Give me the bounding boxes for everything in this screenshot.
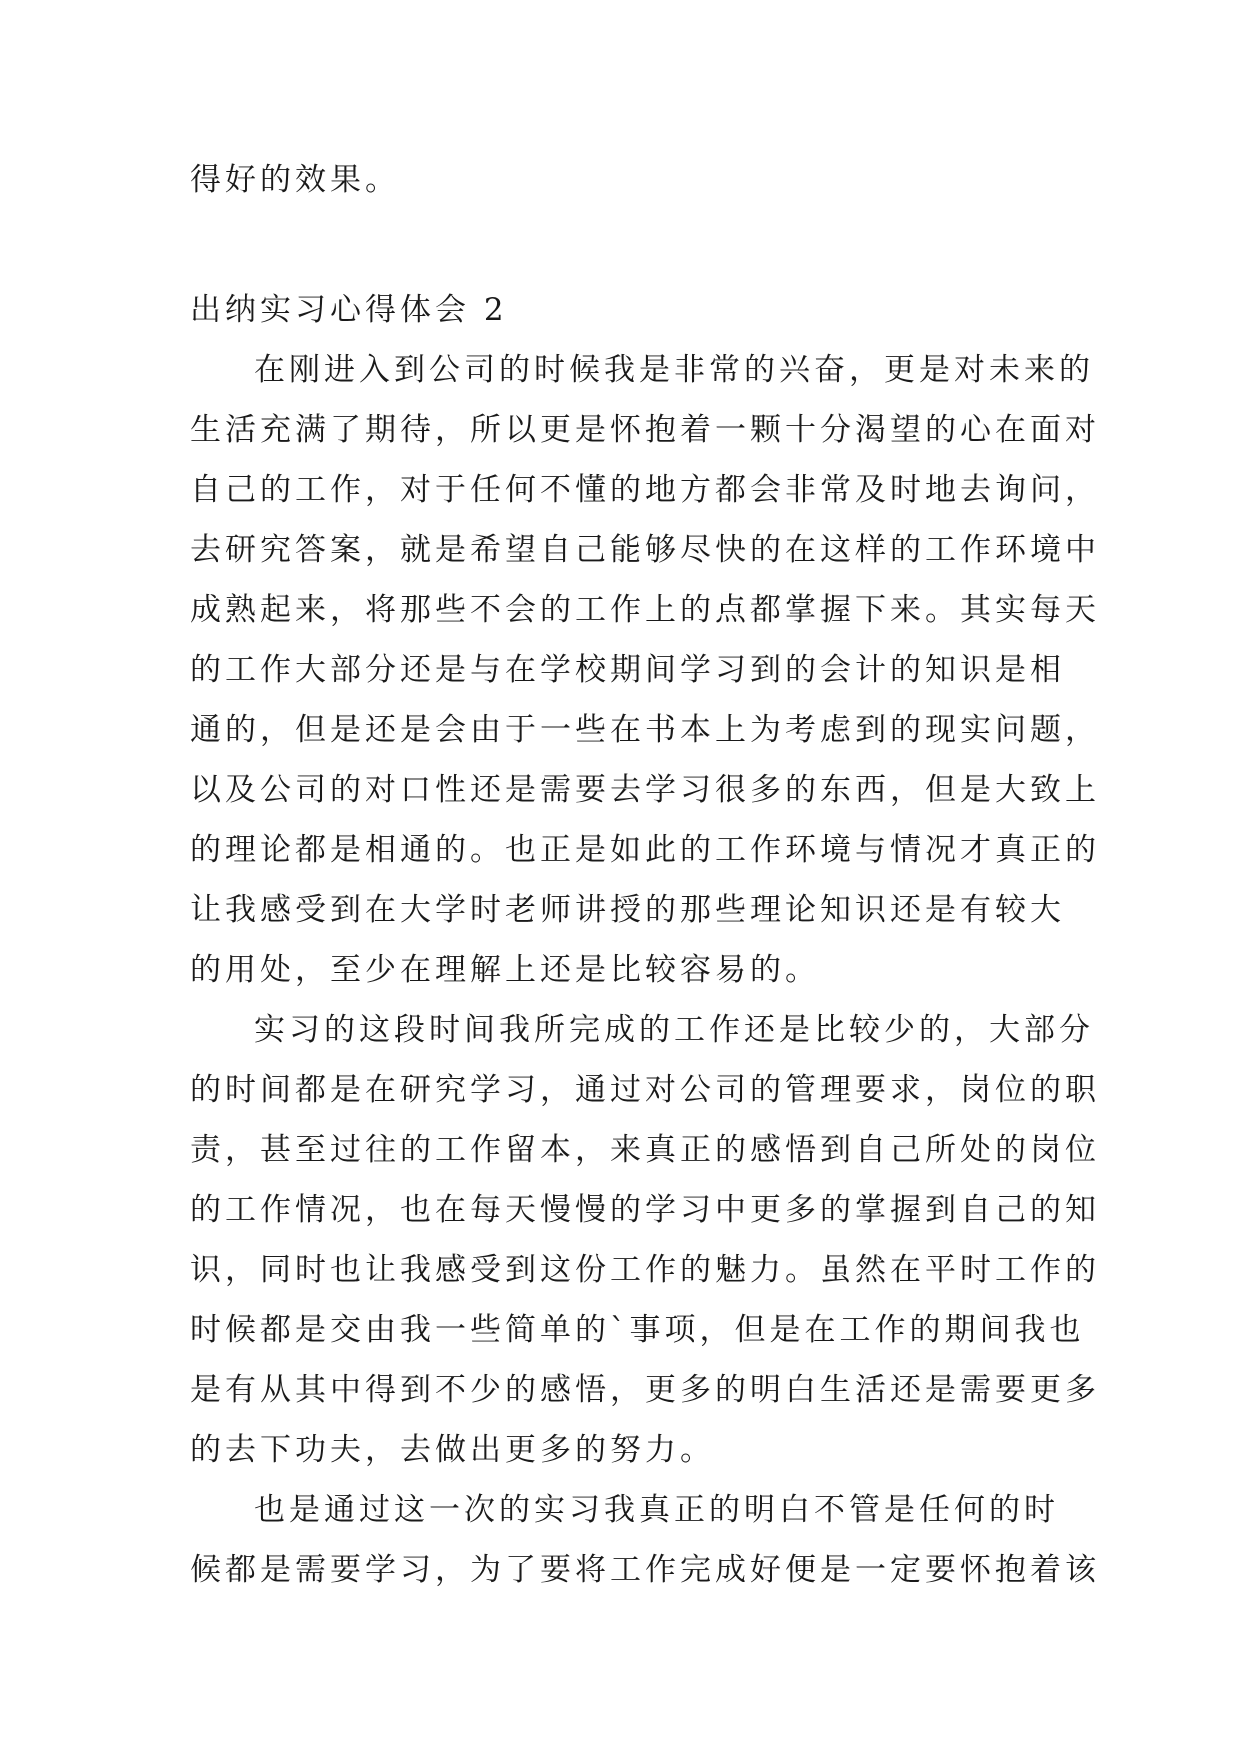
paragraph-line: 实习的这段时间我所完成的工作还是比较少的，大部分 xyxy=(254,1012,1094,1048)
paragraph-line: 生活充满了期待，所以更是怀抱着一颗十分渴望的心在面对 xyxy=(190,412,1100,448)
paragraph-2 xyxy=(190,1000,1100,1480)
paragraph-line: 以及公司的对口性还是需要去学习很多的东西，但是大致上 xyxy=(190,772,1100,808)
paragraph-line: 在刚进入到公司的时候我是非常的兴奋，更是对未来的 xyxy=(254,352,1094,388)
paragraph-line: 候都是需要学习，为了要将工作完成好便是一定要怀抱着该 xyxy=(190,1552,1100,1588)
paragraph-line: 去研究答案，就是希望自己能够尽快的在这样的工作环境中 xyxy=(190,532,1100,568)
paragraph-line: 成熟起来，将那些不会的工作上的点都掌握下来。其实每天 xyxy=(190,592,1100,628)
paragraph-line: 也是通过这一次的实习我真正的明白不管是任何的时 xyxy=(254,1492,1059,1528)
paragraph-line: 自己的工作，对于任何不懂的地方都会非常及时地去询问， xyxy=(190,472,1100,508)
paragraph-line: 的去下功夫，去做出更多的努力。 xyxy=(190,1432,715,1468)
paragraph-3 xyxy=(190,1480,1100,1600)
paragraph-line: 时候都是交由我一些简单的`事项，但是在工作的期间我也 xyxy=(190,1312,1085,1348)
paragraph-line: 的工作大部分还是与在学校期间学习到的会计的知识是相 xyxy=(190,652,1065,688)
paragraph-line: 通的，但是还是会由于一些在书本上为考虑到的现实问题， xyxy=(190,712,1100,748)
paragraph-line: 的理论都是相通的。也正是如此的工作环境与情况才真正的 xyxy=(190,832,1100,868)
section-title: 出纳实习心得体会 2 xyxy=(190,292,508,328)
paragraph-line: 的时间都是在研究学习，通过对公司的管理要求，岗位的职 xyxy=(190,1072,1100,1108)
paragraph-line: 的工作情况，也在每天慢慢的学习中更多的掌握到自己的知 xyxy=(190,1192,1100,1228)
intro-tail-line: 得好的效果。 xyxy=(190,162,400,198)
paragraph-line: 责，甚至过往的工作留本，来真正的感悟到自己所处的岗位 xyxy=(190,1132,1100,1168)
document-body xyxy=(190,150,1100,1600)
paragraph-line: 让我感受到在大学时老师讲授的那些理论知识还是有较大 xyxy=(190,892,1065,928)
paragraph-line: 识，同时也让我感受到这份工作的魅力。虽然在平时工作的 xyxy=(190,1252,1100,1288)
paragraph-line: 的用处，至少在理解上还是比较容易的。 xyxy=(190,952,820,988)
paragraph-line: 是有从其中得到不少的感悟，更多的明白生活还是需要更多 xyxy=(190,1372,1100,1408)
paragraph-1 xyxy=(190,340,1100,1000)
